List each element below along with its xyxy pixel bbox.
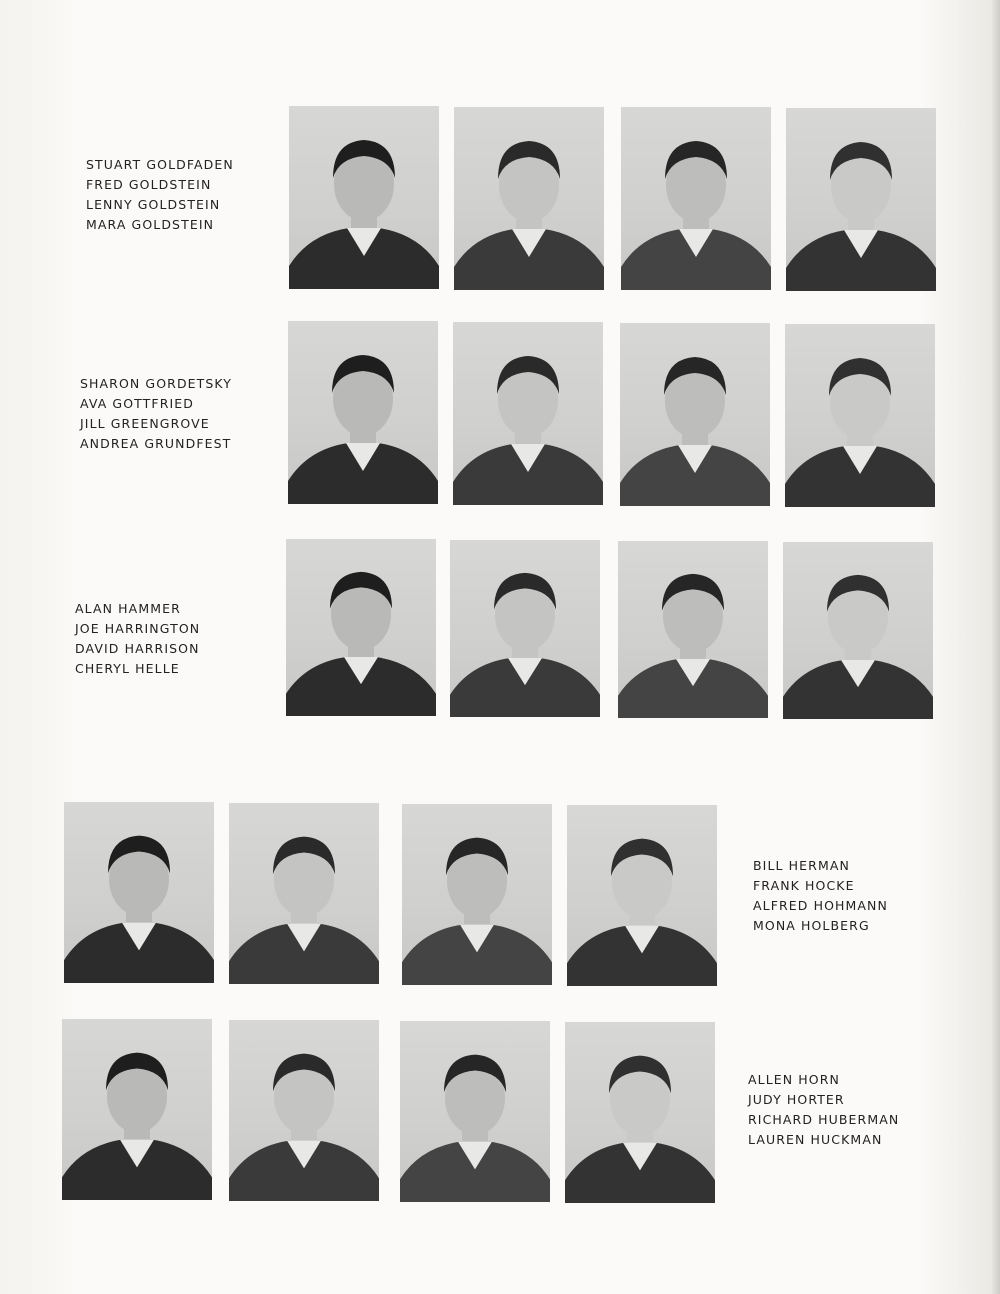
student-name: JILL GREENGROVE [80,416,210,431]
portrait-photo [450,540,600,717]
portrait-silhouette [229,803,379,984]
portrait-silhouette [618,541,768,718]
portrait-silhouette [289,106,439,289]
student-name: STUART GOLDFADEN [86,157,234,172]
portrait-silhouette [565,1022,715,1203]
student-name: FRED GOLDSTEIN [86,177,212,192]
portrait-photo [565,1022,715,1203]
portrait-photo [286,539,436,716]
student-name: MARA GOLDSTEIN [86,217,215,232]
student-name: MONA HOLBERG [753,918,870,933]
name-list-row-5 [748,1070,899,1150]
student-name: CHERYL HELLE [75,661,180,676]
portrait-silhouette [621,107,771,290]
student-name: LAUREN HUCKMAN [748,1132,883,1147]
student-name: AVA GOTTFRIED [80,396,194,411]
portrait-silhouette [402,804,552,985]
portrait-silhouette [400,1021,550,1202]
page-edge [992,0,1000,1294]
portrait-silhouette [454,107,604,290]
portrait-photo [618,541,768,718]
portrait-silhouette [453,322,603,505]
portrait-photo [402,804,552,985]
portrait-photo [64,802,214,983]
portrait-silhouette [783,542,933,719]
portrait-photo [289,106,439,289]
portrait-photo [62,1019,212,1200]
name-list-row-4 [753,856,888,936]
portrait-silhouette [786,108,936,291]
student-name: ALLEN HORN [748,1072,840,1087]
name-list-row-3 [75,599,200,679]
student-name: LENNY GOLDSTEIN [86,197,221,212]
portrait-photo [621,107,771,290]
portrait-photo [288,321,438,504]
portrait-silhouette [567,805,717,986]
student-name: JUDY HORTER [748,1092,845,1107]
portrait-photo [229,1020,379,1201]
portrait-photo [454,107,604,290]
portrait-photo [786,108,936,291]
student-name: ALAN HAMMER [75,601,181,616]
portrait-photo [567,805,717,986]
student-name: RICHARD HUBERMAN [748,1112,900,1127]
portrait-silhouette [288,321,438,504]
portrait-photo [453,322,603,505]
portrait-photo [229,803,379,984]
portrait-photo [400,1021,550,1202]
portrait-photo [620,323,770,506]
portrait-silhouette [62,1019,212,1200]
student-name: ANDREA GRUNDFEST [80,436,232,451]
portrait-silhouette [286,539,436,716]
name-list-row-1 [86,155,234,235]
portrait-silhouette [229,1020,379,1201]
student-name: SHARON GORDETSKY [80,376,233,391]
student-name: FRANK HOCKE [753,878,855,893]
name-list-row-2 [80,374,232,454]
student-name: ALFRED HOHMANN [753,898,888,913]
student-name: BILL HERMAN [753,858,850,873]
student-name: DAVID HARRISON [75,641,200,656]
portrait-silhouette [785,324,935,507]
portrait-photo [785,324,935,507]
portrait-silhouette [620,323,770,506]
portrait-silhouette [64,802,214,983]
student-name: JOE HARRINGTON [75,621,201,636]
portrait-silhouette [450,540,600,717]
portrait-photo [783,542,933,719]
